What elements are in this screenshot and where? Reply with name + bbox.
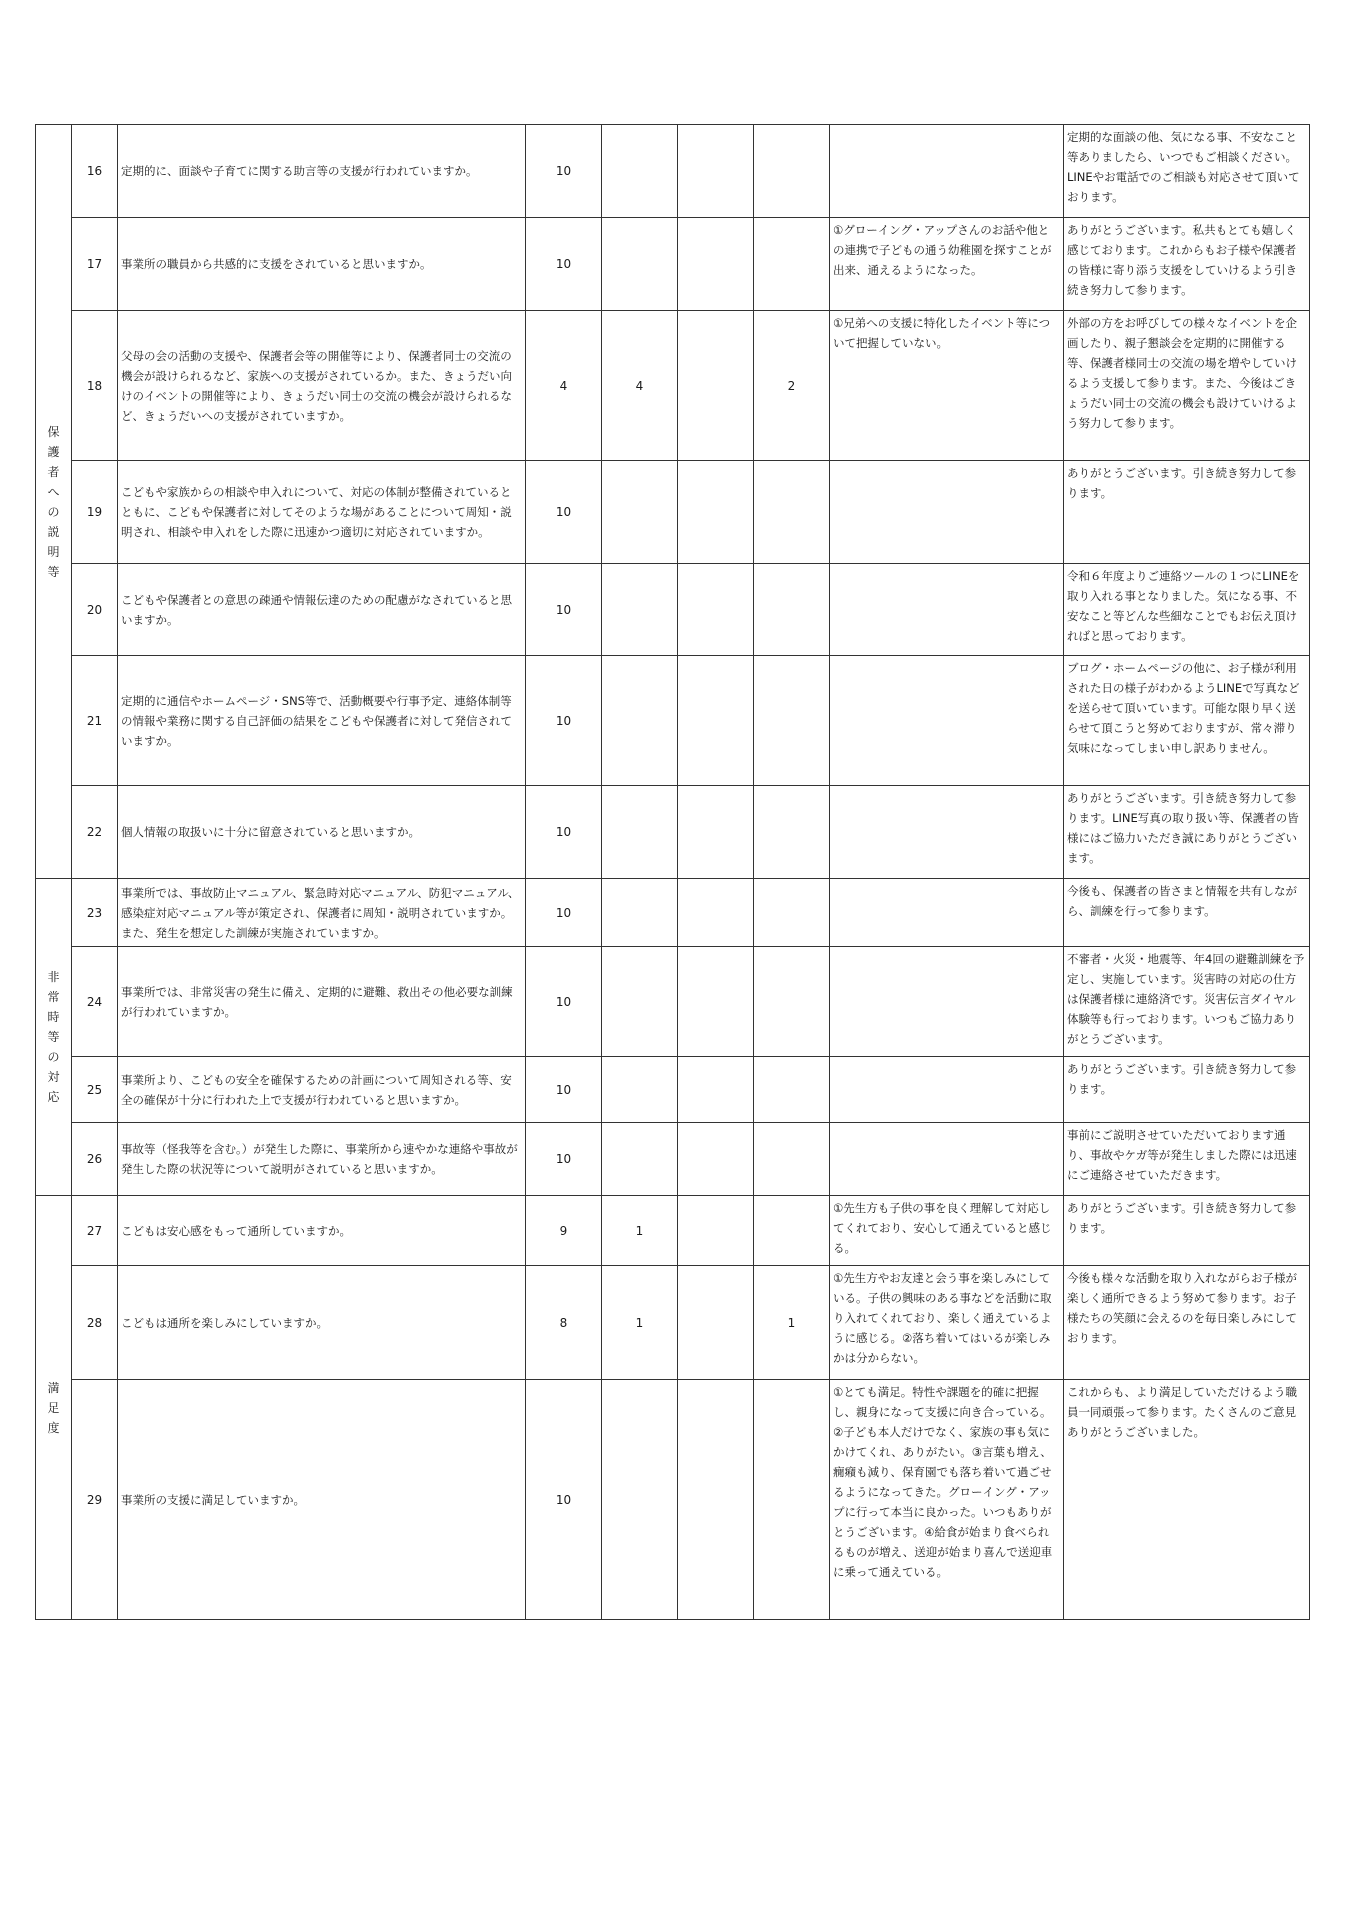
answer-no-count: 1 — [754, 1266, 830, 1380]
answer-no-count — [754, 947, 830, 1057]
facility-reply: 不審者・火災・地震等、年4回の避難訓練を予定し、実施しています。災害時の対応の仕方は保護者様に連絡済です。災害伝言ダイヤル体験等も行っております。いつもご協力ありがとうございます。 — [1064, 947, 1310, 1057]
parent-opinion — [830, 564, 1064, 656]
answer-yes-count: 10 — [526, 786, 602, 879]
answer-somewhat-count — [602, 1057, 678, 1123]
answer-unknown-count — [678, 311, 754, 461]
answer-no-count — [754, 461, 830, 564]
item-number: 21 — [72, 656, 118, 786]
parent-opinion: ①先生方やお友達と会う事を楽しみにしている。子供の興味のある事などを活動に取り入れてくれており、楽しく通えているように感じる。②落ち着いてはいるが楽しみかは分からない。 — [830, 1266, 1064, 1380]
item-number: 29 — [72, 1380, 118, 1620]
category-cell — [36, 125, 72, 879]
question-text: 事業所の職員から共感的に支援をされていると思いますか。 — [118, 218, 526, 311]
facility-reply: ありがとうございます。引き続き努力して参ります。 — [1064, 1196, 1310, 1266]
answer-somewhat-count — [602, 1380, 678, 1620]
item-number: 28 — [72, 1266, 118, 1380]
category-label: 保護者への説明等 — [47, 424, 60, 579]
item-number: 23 — [72, 879, 118, 947]
answer-yes-count: 10 — [526, 1057, 602, 1123]
answer-no-count — [754, 879, 830, 947]
item-number: 19 — [72, 461, 118, 564]
table-row — [36, 1266, 1310, 1380]
answer-unknown-count — [678, 947, 754, 1057]
answer-unknown-count — [678, 1123, 754, 1196]
answer-yes-count: 10 — [526, 879, 602, 947]
answer-no-count — [754, 786, 830, 879]
answer-no-count — [754, 1057, 830, 1123]
answer-no-count — [754, 1123, 830, 1196]
answer-unknown-count — [678, 879, 754, 947]
table-row — [36, 786, 1310, 879]
answer-unknown-count — [678, 1380, 754, 1620]
answer-somewhat-count — [602, 879, 678, 947]
table-row — [36, 1057, 1310, 1123]
answer-unknown-count — [678, 1266, 754, 1380]
category-cell — [36, 879, 72, 1196]
answer-somewhat-count — [602, 947, 678, 1057]
parent-opinion — [830, 947, 1064, 1057]
item-number: 17 — [72, 218, 118, 311]
answer-somewhat-count — [602, 461, 678, 564]
answer-yes-count: 8 — [526, 1266, 602, 1380]
facility-reply: ありがとうございます。私共もとても嬉しく感じております。これからもお子様や保護者の皆様に寄り添う支援をしていけるよう引き続き努力して参ります。 — [1064, 218, 1310, 311]
answer-unknown-count — [678, 1196, 754, 1266]
answer-yes-count: 9 — [526, 1196, 602, 1266]
item-number: 24 — [72, 947, 118, 1057]
question-text: 事業所より、こどもの安全を確保するための計画について周知される等、安全の確保が十分に行われた上で支援が行われていると思いますか。 — [118, 1057, 526, 1123]
answer-yes-count: 10 — [526, 656, 602, 786]
item-number: 26 — [72, 1123, 118, 1196]
answer-no-count — [754, 1196, 830, 1266]
parent-opinion: ①とても満足。特性や課題を的確に把握し、親身になって支援に向き合っている。②子ども本人だけでなく、家族の事も気にかけてくれ、ありがたい。③言葉も増え、癇癪も減り、保育園でも落ち着いて過ごせるようになってきた。グローイング・アップに行って本当に良かった。いつもありがとうございます。④給食が始まり食べられるものが増え、送迎が始まり喜んで送迎車に乗って通えている。 — [830, 1380, 1064, 1620]
answer-no-count — [754, 656, 830, 786]
question-text: 父母の会の活動の支援や、保護者会等の開催等により、保護者同士の交流の機会が設けられるなど、家族への支援がされているか。また、きょうだい向けのイベントの開催等により、きょうだい同士の交流の機会が設けられるなど、きょうだいへの支援がされていますか。 — [118, 311, 526, 461]
item-number: 22 — [72, 786, 118, 879]
category-cell — [36, 1196, 72, 1620]
category-label: 満足度 — [47, 1380, 60, 1435]
parent-opinion — [830, 1057, 1064, 1123]
parent-opinion: ①先生方も子供の事を良く理解して対応してくれており、安心して通えていると感じる。 — [830, 1196, 1064, 1266]
question-text: 事業所では、非常災害の発生に備え、定期的に避難、救出その他必要な訓練が行われていますか。 — [118, 947, 526, 1057]
question-text: こどもや保護者との意思の疎通や情報伝達のための配慮がなされていると思いますか。 — [118, 564, 526, 656]
table-row — [36, 218, 1310, 311]
item-number: 18 — [72, 311, 118, 461]
question-text: 事業所の支援に満足していますか。 — [118, 1380, 526, 1620]
question-text: 定期的に通信やホームページ・SNS等で、活動概要や行事予定、連絡体制等の情報や業務に関する自己評価の結果をこどもや保護者に対して発信されていますか。 — [118, 656, 526, 786]
answer-no-count: 2 — [754, 311, 830, 461]
table-row — [36, 1380, 1310, 1620]
parent-opinion: ①兄弟への支援に特化したイベント等について把握していない。 — [830, 311, 1064, 461]
answer-somewhat-count: 1 — [602, 1266, 678, 1380]
answer-yes-count: 4 — [526, 311, 602, 461]
table-row — [36, 311, 1310, 461]
parent-opinion — [830, 786, 1064, 879]
table-row — [36, 125, 1310, 218]
answer-yes-count: 10 — [526, 564, 602, 656]
question-text: こどもは通所を楽しみにしていますか。 — [118, 1266, 526, 1380]
facility-reply: 外部の方をお呼びしての様々なイベントを企画したり、親子懇談会を定期的に開催する等、保護者様同士の交流の場を増やしていけるよう支援して参ります。また、今後はごきょうだい同士の交流の機会も設けていけるよう努力して参ります。 — [1064, 311, 1310, 461]
parent-opinion — [830, 879, 1064, 947]
facility-reply: 令和６年度よりご連絡ツールの１つにLINEを取り入れる事となりました。気になる事、不安なこと等どんな些細なことでもお伝え頂ければと思っております。 — [1064, 564, 1310, 656]
question-text: こどもは安心感をもって通所していますか。 — [118, 1196, 526, 1266]
answer-no-count — [754, 564, 830, 656]
parent-opinion — [830, 125, 1064, 218]
answer-somewhat-count: 4 — [602, 311, 678, 461]
table-row — [36, 879, 1310, 947]
question-text: 事業所では、事故防止マニュアル、緊急時対応マニュアル、防犯マニュアル、感染症対応マニュアル等が策定され、保護者に周知・説明されていますか。また、発生を想定した訓練が実施されていますか。 — [118, 879, 526, 947]
item-number: 27 — [72, 1196, 118, 1266]
answer-no-count — [754, 218, 830, 311]
parent-opinion — [830, 1123, 1064, 1196]
answer-somewhat-count — [602, 218, 678, 311]
table-row — [36, 1196, 1310, 1266]
answer-yes-count: 10 — [526, 461, 602, 564]
answer-unknown-count — [678, 656, 754, 786]
answer-somewhat-count — [602, 656, 678, 786]
table-row — [36, 656, 1310, 786]
parent-opinion — [830, 656, 1064, 786]
facility-reply: ありがとうございます。引き続き努力して参ります。LINE写真の取り扱い等、保護者の皆様にはご協力いただき誠にありがとうございます。 — [1064, 786, 1310, 879]
answer-unknown-count — [678, 218, 754, 311]
answer-yes-count: 10 — [526, 1123, 602, 1196]
item-number: 20 — [72, 564, 118, 656]
question-text: こどもや家族からの相談や申入れについて、対応の体制が整備されているとともに、こどもや保護者に対してそのような場があることについて周知・説明され、相談や申入れをした際に迅速かつ適切に対応されていますか。 — [118, 461, 526, 564]
item-number: 25 — [72, 1057, 118, 1123]
category-label: 非常時等の対応 — [47, 970, 60, 1104]
answer-somewhat-count — [602, 125, 678, 218]
table-row — [36, 461, 1310, 564]
parent-opinion: ①グローイング・アップさんのお話や他との連携で子どもの通う幼稚園を探すことが出来、通えるようになった。 — [830, 218, 1064, 311]
facility-reply: ありがとうございます。引き続き努力して参ります。 — [1064, 461, 1310, 564]
parent-opinion — [830, 461, 1064, 564]
answer-no-count — [754, 1380, 830, 1620]
facility-reply: ブログ・ホームページの他に、お子様が利用された日の様子がわかるようLINEで写真などを送らせて頂いています。可能な限り早く送らせて頂こうと努めておりますが、常々滞り気味になってしまい申し訳ありません。 — [1064, 656, 1310, 786]
answer-yes-count: 10 — [526, 1380, 602, 1620]
table-row — [36, 947, 1310, 1057]
answer-somewhat-count — [602, 1123, 678, 1196]
facility-reply: 定期的な面談の他、気になる事、不安なこと等ありましたら、いつでもご相談ください。LINEやお電話でのご相談も対応させて頂いております。 — [1064, 125, 1310, 218]
facility-reply: 今後も様々な活動を取り入れながらお子様が楽しく通所できるよう努めて参ります。お子様たちの笑顔に会えるのを毎日楽しみにしております。 — [1064, 1266, 1310, 1380]
answer-somewhat-count: 1 — [602, 1196, 678, 1266]
answer-unknown-count — [678, 1057, 754, 1123]
answer-somewhat-count — [602, 786, 678, 879]
answer-unknown-count — [678, 461, 754, 564]
table-row — [36, 1123, 1310, 1196]
facility-reply: 事前にご説明させていただいております通り、事故やケガ等が発生しました際には迅速にご連絡させていただきます。 — [1064, 1123, 1310, 1196]
evaluation-table — [35, 124, 1310, 1620]
question-text: 事故等（怪我等を含む。）が発生した際に、事業所から速やかな連絡や事故が発生した際の状況等について説明がされていると思いますか。 — [118, 1123, 526, 1196]
answer-unknown-count — [678, 564, 754, 656]
answer-unknown-count — [678, 786, 754, 879]
answer-somewhat-count — [602, 564, 678, 656]
question-text: 個人情報の取扱いに十分に留意されていると思いますか。 — [118, 786, 526, 879]
facility-reply: 今後も、保護者の皆さまと情報を共有しながら、訓練を行って参ります。 — [1064, 879, 1310, 947]
answer-yes-count: 10 — [526, 125, 602, 218]
question-text: 定期的に、面談や子育てに関する助言等の支援が行われていますか。 — [118, 125, 526, 218]
facility-reply: ありがとうございます。引き続き努力して参ります。 — [1064, 1057, 1310, 1123]
answer-yes-count: 10 — [526, 947, 602, 1057]
answer-unknown-count — [678, 125, 754, 218]
answer-yes-count: 10 — [526, 218, 602, 311]
facility-reply: これからも、より満足していただけるよう職員一同頑張って参ります。たくさんのご意見ありがとうございました。 — [1064, 1380, 1310, 1620]
table-row — [36, 564, 1310, 656]
item-number: 16 — [72, 125, 118, 218]
answer-no-count — [754, 125, 830, 218]
